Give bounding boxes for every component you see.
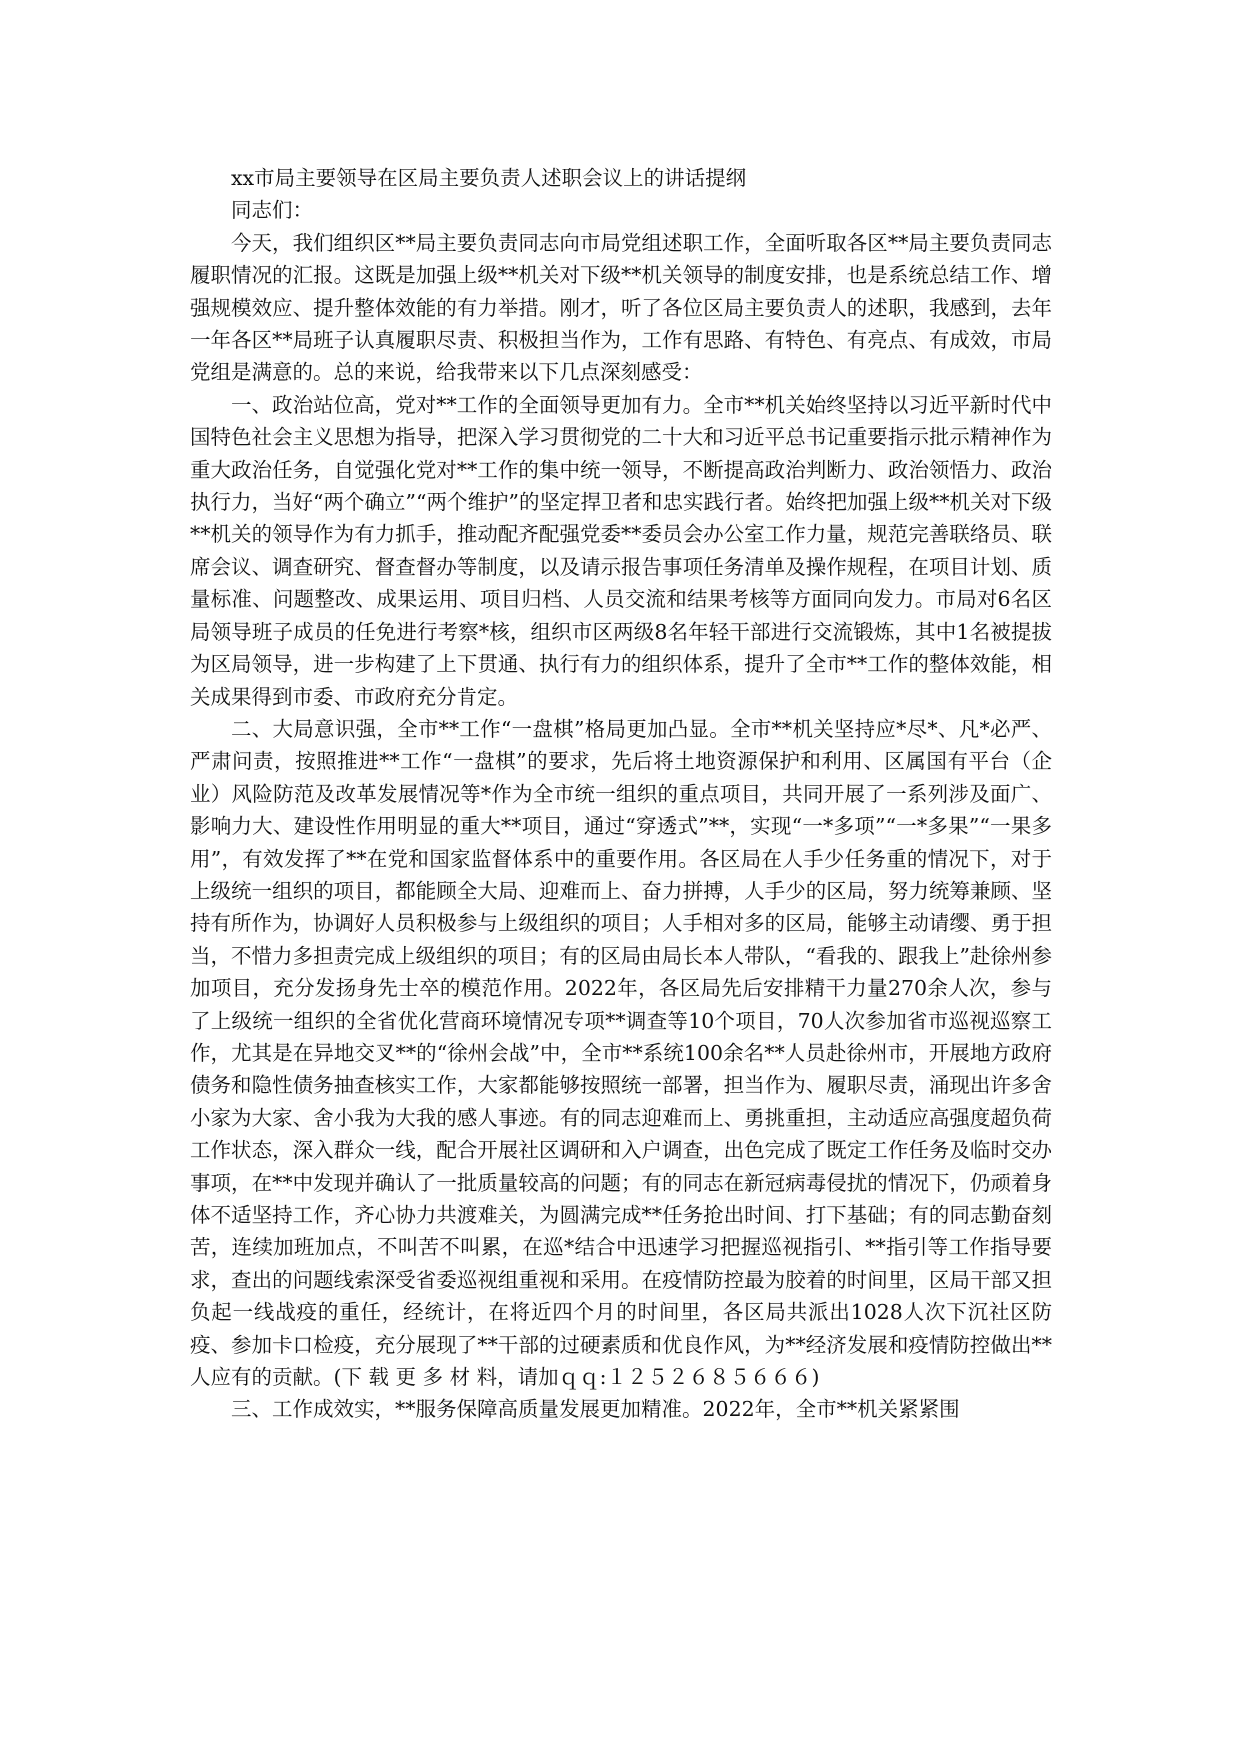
document-body: [190, 162, 1052, 1426]
paragraph-intro: 今天，我们组织区**局主要负责同志向市局党组述职工作，全面听取各区**局主要负责同志履职情况的汇报。这既是加强上级**机关对下级**机关领导的制度安排，也是系统总结工作、增强规模效应、提升整体效能的有力举措。刚才，听了各位区局主要负责人的述职，我感到，去年一年各区**局班子认真履职尽责、积极担当作为，工作有思路、有特色、有亮点、有成效，市局党组是满意的。总的来说，给我带来以下几点深刻感受：: [190, 230, 1052, 385]
paragraph-section-2: 二、大局意识强，全市**工作“一盘棋”格局更加凸显。全市**机关坚持应*尽*、凡*必严、严肃问责，按照推进**工作“一盘棋”的要求，先后将土地资源保护和利用、区属国有平台（企业）风险防范及改革发展情况等*作为全市统一组织的重点项目，共同开展了一系列涉及面广、影响力大、建设性作用明显的重大**项目，通过“穿透式”**，实现“一*多项”“一*多果”“一果多用”，有效发挥了**在党和国家监督体系中的重要作用。各区局在人手少任务重的情况下，对于上级统一组织的项目，都能顾全大局、迎难而上、奋力拼搏，人手少的区局，努力统筹兼顾、坚持有所作为，协调好人员积极参与上级组织的项目；人手相对多的区局，能够主动请缨、勇于担当，不惜力多担责完成上级组织的项目；有的区局由局长本人带队，“看我的、跟我上”赴徐州参加项目，充分发扬身先士卒的模范作用。2022年，各区局先后安排精干力量270余人次，参与了上级统一组织的全省优化营商环境情况专项**调查等10个项目，70人次参加省市巡视巡察工作，尤其是在异地交叉**的“徐州会战”中，全市**系统100余名**人员赴徐州市，开展地方政府债务和隐性债务抽查核实工作，大家都能够按照统一部署，担当作为、履职尽责，涌现出许多舍小家为大家、舍小我为大我的感人事迹。有的同志迎难而上、勇挑重担，主动适应高强度超负荷工作状态，深入群众一线，配合开展社区调研和入户调查，出色完成了既定工作任务及临时交办事项，在**中发现并确认了一批质量较高的问题；有的同志在新冠病毒侵扰的情况下，仍顽着身体不适坚持工作，齐心协力共渡难关，为圆满完成**任务抢出时间、打下基础；有的同志勤奋刻苦，连续加班加点，不叫苦不叫累，在巡*结合中迅速学习把握巡视指引、**指引等工作指导要求，查出的问题线索深受省委巡视组重视和采用。在疫情防控最为胶着的时间里，区局干部又担负起一线战疫的重任，经统计，在将近四个月的时间里，各区局共派出1028人次下沉社区防疫、参加卡口检疫，充分展现了**干部的过硬素质和优良作风，为**经济发展和疫情防控做出**人应有的贡献。(下 载 更 多 材 料，请加ｑｑ:１２５２６８５６６６): [190, 716, 1052, 1390]
document-title: xx市局主要领导在区局主要负责人述职会议上的讲话提纲: [231, 166, 747, 190]
paragraph-section-3: 三、工作成效实，**服务保障高质量发展更加精准。2022年，全市**机关紧紧围: [231, 1397, 960, 1422]
salutation: 同志们：: [231, 198, 313, 223]
paragraph-section-1: 一、政治站位高，党对**工作的全面领导更加有力。全市**机关始终坚持以习近平新时代中国特色社会主义思想为指导，把深入学习贯彻党的二十大和习近平总书记重要指示批示精神作为重大政治任务，自觉强化党对**工作的集中统一领导，不断提高政治判断力、政治领悟力、政治执行力，当好“两个确立”“两个维护”的坚定捍卫者和忠实践行者。始终把加强上级**机关对下级**机关的领导作为有力抓手，推动配齐配强党委**委员会办公室工作力量，规范完善联络员、联席会议、调查研究、督查督办等制度，以及请示报告事项任务清单及操作规程，在项目计划、质量标准、问题整改、成果运用、项目归档、人员交流和结果考核等方面同向发力。市局对6名区局领导班子成员的任免进行考察*核，组织市区两级8名年轻干部进行交流锻炼，其中1名被提拔为区局领导，进一步构建了上下贯通、执行有力的组织体系，提升了全市**工作的整体效能，相关成果得到市委、市政府充分肯定。: [190, 392, 1052, 709]
